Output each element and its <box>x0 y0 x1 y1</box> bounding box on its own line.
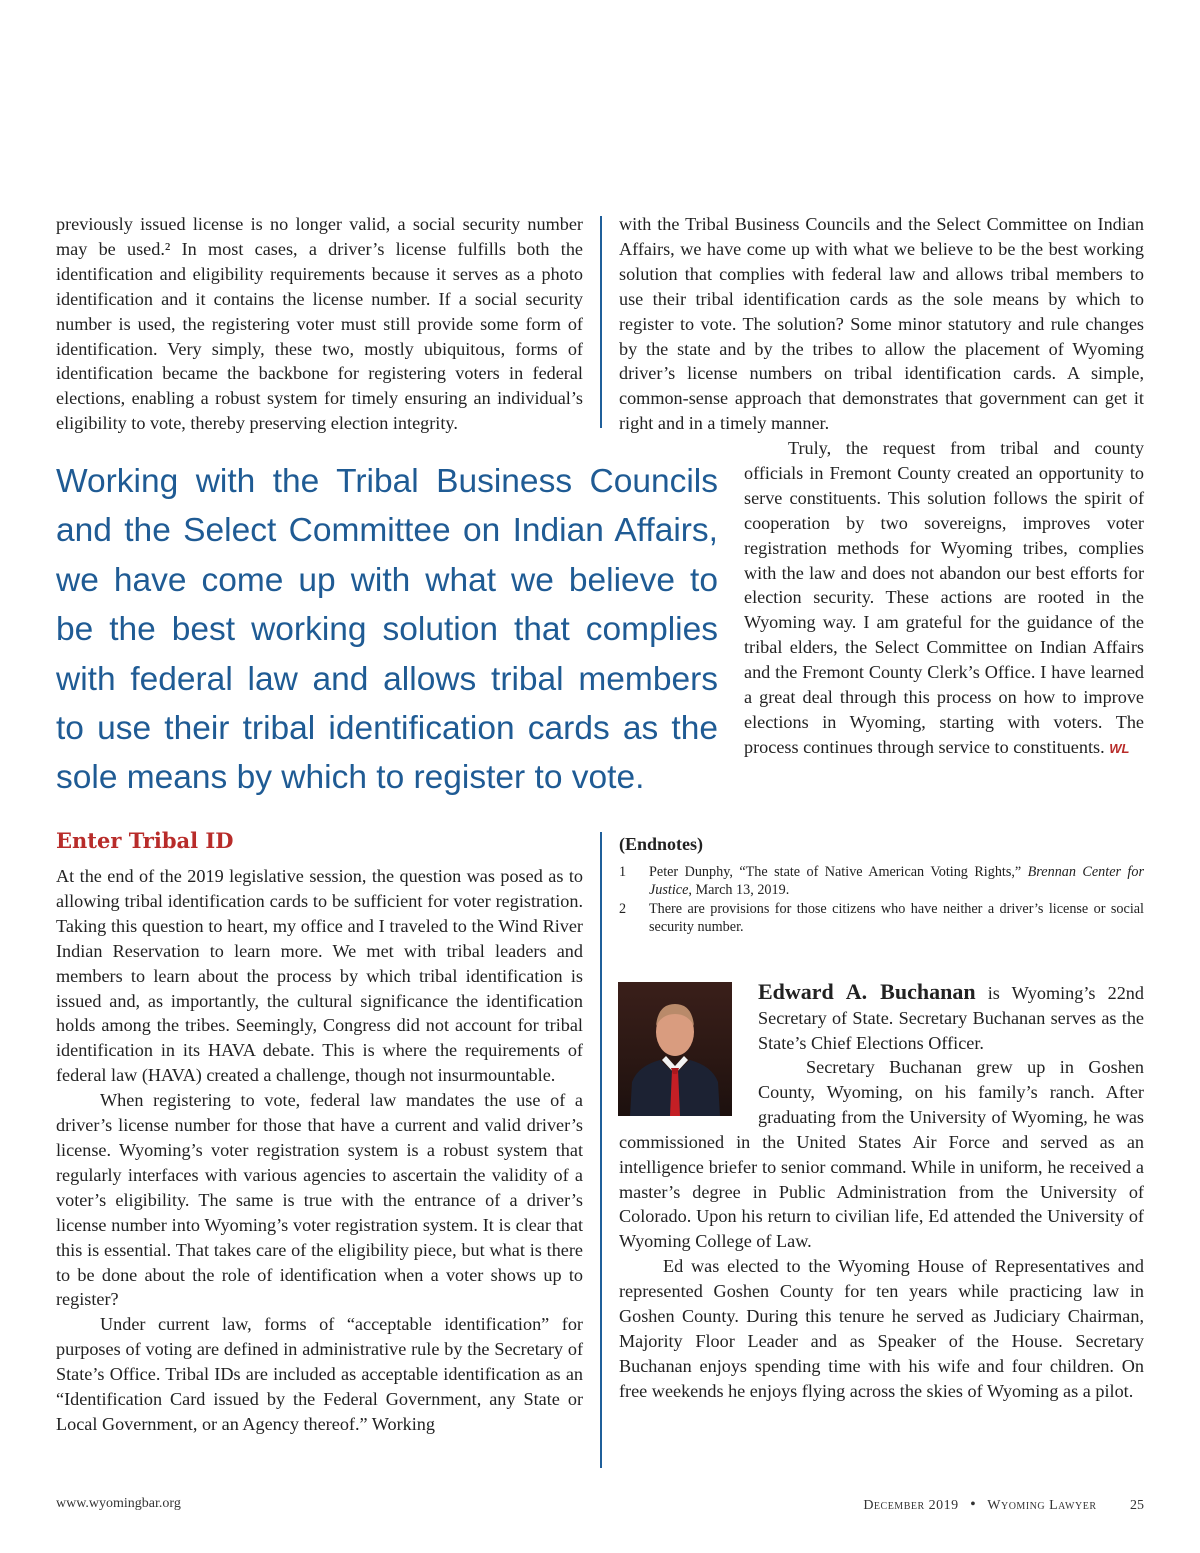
bio-paragraph: Ed was elected to the Wyoming House of Representatives and represented Goshen County for ten years while practicing law in Goshen County. During this tenure he served as Judiciary Chairman, Majority Floor Leader and as Speaker of the House. Secretary Buchanan enjoys spending time with his wife and four children. On free weekends he enjoys flying across the skies of Wyoming as a pilot. <box>619 1256 1144 1401</box>
endnote-text: There are provisions for those citizens who have neither a driver’s license or social security number. <box>649 900 1144 935</box>
paragraph: previously issued license is no longer valid, a social security number may be used.² In most cases, a driver’s license fulfills both the identification and eligibility requirements because it serves as a photo identification and it contains the license number. If a social security number is used, the registering voter must still provide some form of identification. Very simply, these two, mostly ubiquitous, forms of identification became the backbone for registering voters in federal elections, enabling a robust system for timely ensuring an individual’s eligibility to vote, thereby preserving election integrity. <box>56 214 583 434</box>
column-rule-top <box>600 216 602 428</box>
column-right-mid <box>744 436 1144 762</box>
bio-float-spacer <box>619 1055 758 1127</box>
paragraph: Under current law, forms of “acceptable identification” for purposes of voting are defined in administrative rule by the Secretary of State’s Office. Tribal IDs are included as acceptable identification as an “Identification Card issued by the Federal Government, any State or Local Government, or an Agency thereof.” Working <box>56 1314 583 1434</box>
paragraph <box>744 436 1144 762</box>
end-mark: WL <box>1109 740 1130 756</box>
column-right-top <box>619 212 1144 436</box>
bio-intro <box>758 980 1144 1056</box>
bio-intro-text: is Wyoming’s 22nd Secretary of State. Secretary Buchanan serves as the State’s Chief Elections Officer. <box>758 983 1144 1053</box>
endnote-source: Brennan Center for Justice <box>649 864 1144 899</box>
footer-bullet: • <box>970 1496 976 1513</box>
endnote-text <box>649 863 1144 900</box>
section-heading: Enter Tribal ID <box>56 828 234 853</box>
footer-url: www.wyomingbar.org <box>56 1496 181 1511</box>
endnote-item <box>619 863 1144 900</box>
column-left-top <box>56 212 583 436</box>
bio-paragraph-text: Secretary Buchanan grew up in Goshen County, Wyoming, on his family’s ranch. After graduating from the University of Wyoming, he was commissioned in the United States Air Force and served as an intelligence briefer to senior command. While in uniform, he received a master’s degree in Public Administration from the University of Colorado. Upon his return to civilian life, Ed attended the University of Wyoming College of Law. <box>619 1057 1144 1252</box>
footer-issue-line <box>863 1496 1144 1514</box>
endnotes-list <box>619 863 1144 936</box>
endnotes-heading: (Endnotes) <box>619 834 704 854</box>
pull-quote: Working with the Tribal Business Councils and the Select Committee on Indian Affairs, we have come up with what we believe to be the best working solution that complies with federal law and allows tribal members to use their tribal identification cards as the sole means by which to register to vote. <box>56 463 718 797</box>
endnote-number: 2 <box>619 900 627 917</box>
column-left-bottom <box>56 864 583 1437</box>
paragraph-text: Truly, the request from tribal and county officials in Fremont County created an opportunity to serve constituents. This solution follows the spirit of cooperation by two sovereigns, improves voter registration methods for Wyoming tribes, complies with the law and does not abandon our best efforts for election security. These actions are rooted in the Wyoming way. I am grateful for the guidance of the tribal elders, the Select Committee on Indian Affairs and the Fremont County Clerk’s Office. I have learned a great deal through this process on how to improve elections in Wyoming, starting with voters. The process continues through service to constituents. <box>744 438 1144 757</box>
column-rule-bottom <box>600 832 602 1468</box>
footer-magazine: Wyoming Lawyer <box>987 1498 1097 1513</box>
endnote-text-part: , March 13, 2019. <box>688 882 790 899</box>
bio-column <box>619 1055 1144 1404</box>
paragraph: At the end of the 2019 legislative session, the question was posed as to allowing tribal identification cards to be sufficient for voter registration. Taking this question to heart, my office and I traveled to the Wind River Indian Reservation to learn more. We met with tribal leaders and members to learn about the process by which tribal identification is issued and, as importantly, the cultural significance the identification holds among the tribes. Seemingly, Congress did not account for tribal identification in its HAVA debate. This is where the requirements of federal law (HAVA) created a challenge, though not insurmountable. <box>56 866 583 1086</box>
footer-issue: December 2019 <box>863 1498 959 1513</box>
endnote-number: 1 <box>619 864 627 880</box>
bio-intro-column <box>758 980 1144 1056</box>
author-name: Edward A. Buchanan <box>758 979 976 1004</box>
paragraph: When registering to vote, federal law mandates the use of a driver’s license number for those that have a current and valid driver’s license. Wyoming’s voter registration system is a robust system that regularly interfaces with various agencies to ascertain the validity of a voter’s eligibility. The same is true with the entrance of a driver’s license number into Wyoming’s voter registration system. It is clear that this is essential. That takes care of the eligibility piece, but what is there to be done about the role of identification when a voter shows up to register? <box>56 1090 583 1310</box>
paragraph: with the Tribal Business Councils and the Select Committee on Indian Affairs, we have come up with what we believe to be the best working solution that complies with federal law and allows tribal members to use their tribal identification cards as the sole means by which to register to vote. The solution? Some minor statutory and rule changes by the state and by the tribes to allow the placement of Wyoming driver’s license numbers on tribal identification cards. A simple, common-sense approach that demonstrates that government can get it right and in a timely manner. <box>619 214 1144 434</box>
endnote-item <box>619 900 1144 937</box>
endnote-text-part: Peter Dunphy, “The state of Native American Voting Rights,” <box>649 864 1028 880</box>
page-number: 25 <box>1130 1498 1144 1513</box>
